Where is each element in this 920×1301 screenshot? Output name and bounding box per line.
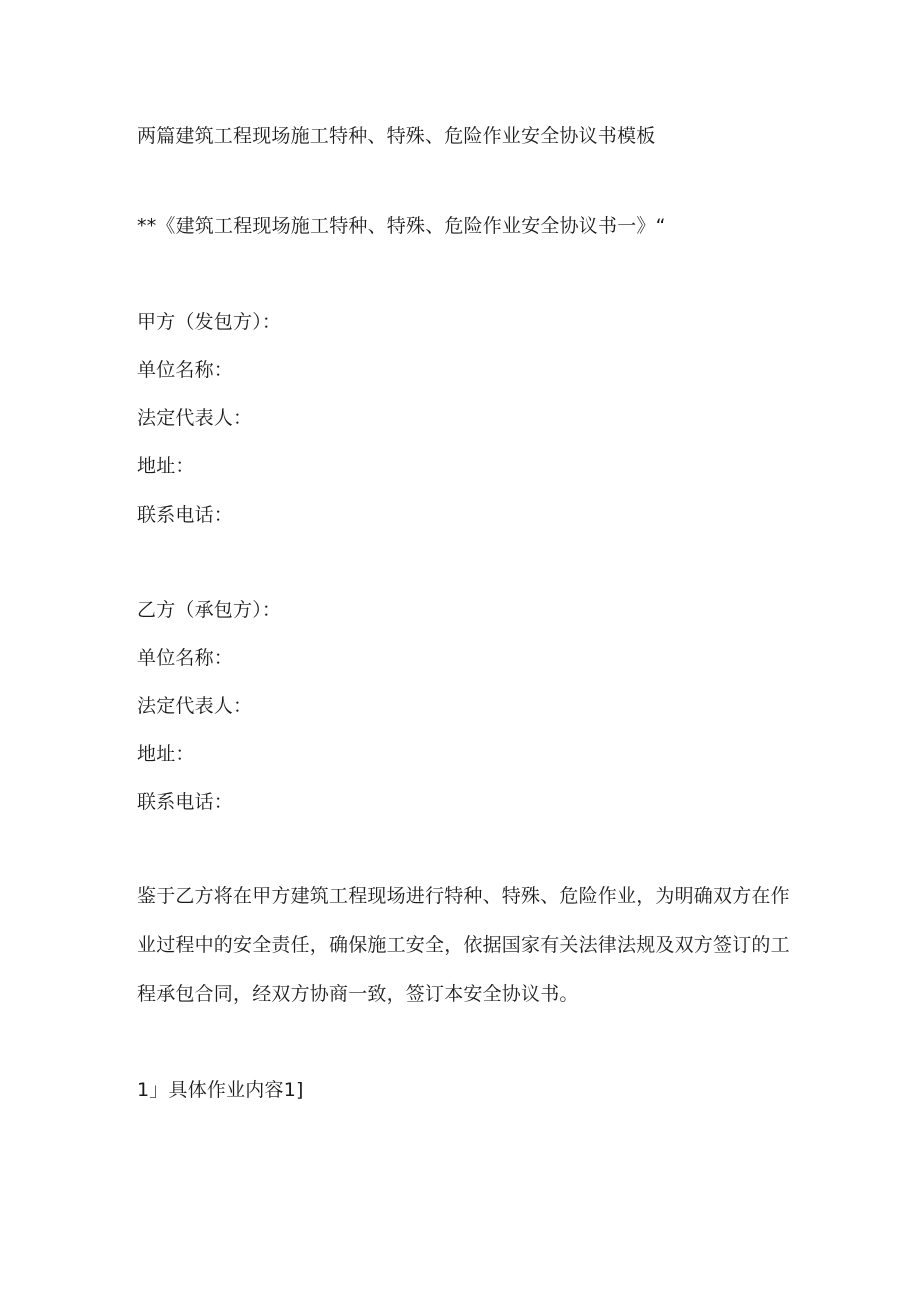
party-b-unit-name: 单位名称：	[137, 647, 234, 669]
party-a-address: 地址：	[137, 455, 195, 477]
party-a-unit-name: 单位名称：	[137, 359, 234, 381]
preamble-paragraph: 鉴于乙方将在甲方建筑工程现场进行特种、特殊、危险作业，为明确双方在作业过程中的安全责任，确保施工安全，依据国家有关法律法规及双方签订的工程承包合同，经双方协商一致，签订本安全协议书。	[137, 885, 790, 1005]
document-title: 两篇建筑工程现场施工特种、特殊、危险作业安全协议书模板	[137, 125, 656, 147]
party-a-legal-rep: 法定代表人：	[137, 407, 253, 429]
party-b-heading: 乙方（承包方）：	[137, 599, 282, 621]
party-b-phone: 联系电话：	[137, 791, 234, 813]
party-a-phone: 联系电话：	[137, 504, 234, 526]
document-subtitle: **《建筑工程现场施工特种、特殊、危险作业安全协议书一》“	[137, 215, 666, 237]
party-b-address: 地址：	[137, 743, 195, 765]
party-a-heading: 甲方（发包方）：	[137, 311, 282, 333]
section-1-heading: 1」具体作业内容1]	[137, 1079, 304, 1101]
party-b-legal-rep: 法定代表人：	[137, 695, 253, 717]
